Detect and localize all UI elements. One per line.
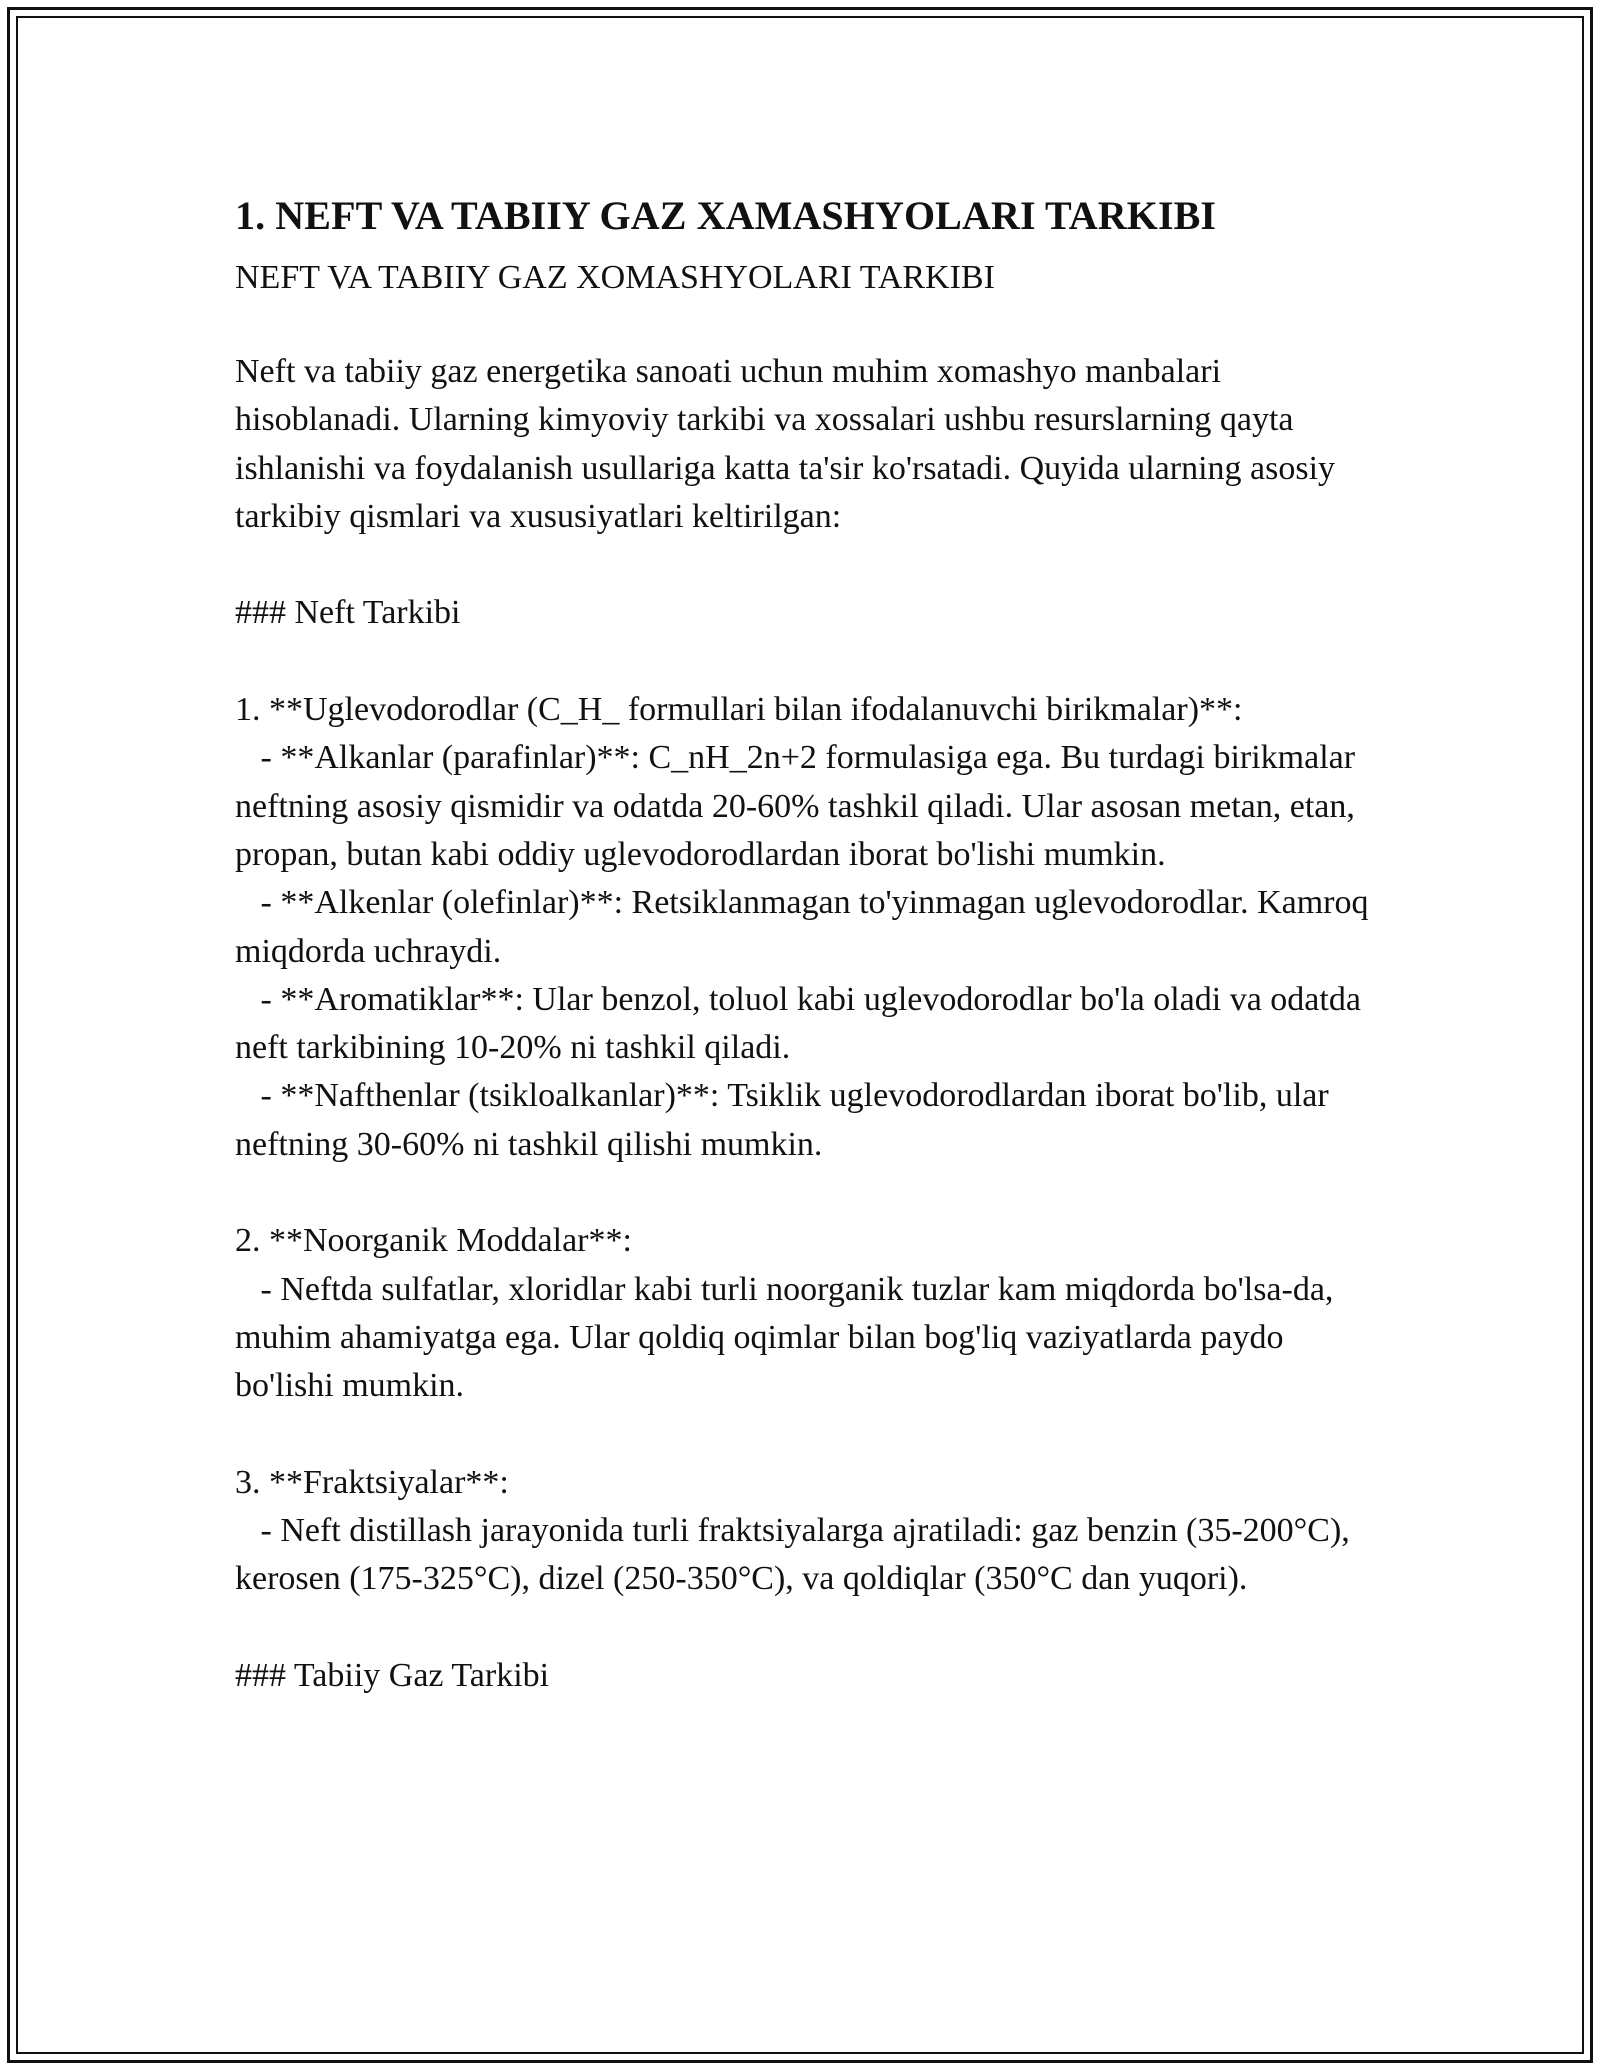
section1-title: 1. **Uglevodorodlar (C_H_ formullari bilan ifodalanuvchi birikmalar)**: (235, 691, 1243, 729)
list-item-aromatiklar: - **Aromatiklar**: Ular benzol, toluol kabi uglevodorodlar bo'la oladi va odatda neft tarkibining 10-20% ni tashkil qiladi. (235, 980, 1370, 1067)
spacer (235, 638, 1375, 686)
spacer (235, 541, 1375, 589)
list-item-alkenlar: - **Alkenlar (olefinlar)**: Retsiklanmagan to'yinmagan uglevodorodlar. Kamroq miqdorda uchraydi. (235, 884, 1377, 970)
section-heading-gaz: ### Tabiiy Gaz Tarkibi (235, 1657, 550, 1695)
intro-paragraph: Neft va tabiiy gaz energetika sanoati uchun muhim xomashyo manbalari hisoblanadi. Ularning kimyoviy tarkibi va xossalari ushbu resurslarning qayta ishlanishi va foydalanish usullariga katta ta'sir ko'rsatadi. Quyida ularning asosiy tarkibiy qismlari va xususiyatlari keltirilgan: (235, 353, 1344, 535)
document-body (235, 188, 1375, 1700)
spacer (235, 1169, 1375, 1217)
spacer (235, 302, 1375, 348)
document-heading: 1. NEFT VA TABIIY GAZ XAMASHYOLARI TARKIBI (235, 193, 1217, 238)
section2-title: 2. **Noorganik Moddalar**: (235, 1222, 632, 1260)
section3-title: 3. **Fraktsiyalar**: (235, 1463, 509, 1501)
section-heading-neft: ### Neft Tarkibi (235, 594, 461, 632)
list-item-alkanlar: - **Alkanlar (parafinlar)**: C_nH_2n+2 formulasiga ega. Bu turdagi birikmalar neftning asosiy qismidir va odatda 20-60% tashkil qiladi. Ular asosan metan, etan, propan, butan kabi oddiy uglevodorodlardan iborat bo'lishi mumkin. (235, 739, 1364, 873)
spacer (235, 1411, 1375, 1459)
list-item-nafthenlar: - **Nafthenlar (tsikloalkanlar)**: Tsiklik uglevodorodlardan iborat bo'lib, ular neftning 30-60% ni tashkil qilishi mumkin. (235, 1077, 1338, 1163)
spacer (235, 1604, 1375, 1652)
list-item-noorganik: - Neftda sulfatlar, xloridlar kabi turli noorganik tuzlar kam miqdorda bo'lsa-da, muhim ahamiyatga ega. Ular qoldiq oqimlar bilan bog'liq vaziyatlarda paydo bo'lishi mumkin. (235, 1270, 1342, 1405)
document-subtitle: NEFT VA TABIIY GAZ XOMASHYOLARI TARKIBI (235, 259, 995, 296)
list-item-fraktsiyalar: - Neft distillash jarayonida turli fraktsiyalarga ajratiladi: gaz benzin (35-200°C), kerosen (175-325°C), dizel (250-350°C), va qoldiqlar (350°C dan yuqori). (235, 1512, 1359, 1598)
